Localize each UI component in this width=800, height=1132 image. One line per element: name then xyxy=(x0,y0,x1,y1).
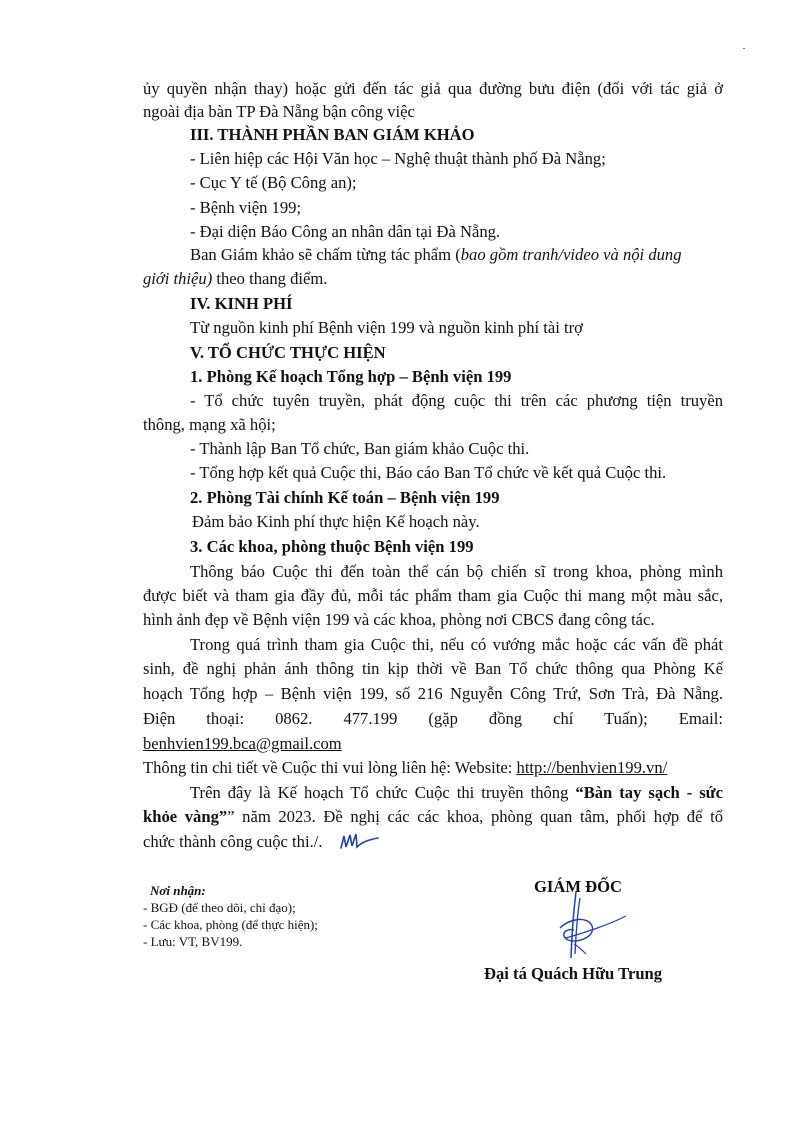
subsection-2-line-1: Đảm bảo Kinh phí thực hiện Kế hoạch này. xyxy=(192,512,480,531)
website-line xyxy=(143,757,667,779)
closing-line-3 xyxy=(143,831,323,853)
subsection-3-line-1: Thông báo Cuộc thi đến toàn thể cán bộ chiến sĩ trong khoa, phòng mình xyxy=(190,562,723,581)
scan-speck xyxy=(743,48,745,49)
subsection-1-line-2: thông, mạng xã hội; xyxy=(143,415,276,434)
jury-description-line-2 xyxy=(143,268,327,290)
jury-item-2: - Cục Y tế (Bộ Công an); xyxy=(190,173,357,192)
jury-description-italic-2: giới thiệu) xyxy=(143,269,213,288)
subsection-3-line-2: được biết và tham gia đầy đủ, mỗi tác phẩm tham gia Cuộc thi mang một màu sắc, xyxy=(143,586,723,605)
contact-line-2: sinh, đề nghị phản ánh thông tin kịp thời về Ban Tổ chức thông qua Phòng Kế xyxy=(143,659,723,678)
jury-description-line-1 xyxy=(190,244,682,266)
campaign-name-part-1: “Bàn tay sạch - sức xyxy=(575,783,723,802)
recipient-item-2: - Các khoa, phòng (để thực hiện); xyxy=(143,917,318,932)
jury-item-3: - Bệnh viện 199; xyxy=(190,198,302,217)
website-label: Thông tin chi tiết về Cuộc thi vui lòng liên hệ: Website: xyxy=(143,758,517,777)
jury-item-4: - Đại diện Báo Công an nhân dân tại Đà Nẵng. xyxy=(190,222,501,241)
contact-line-4: Điện thoại: 0862. 477.199 (gặp đồng chí Tuấn); Email: xyxy=(143,709,723,728)
signatory-name: Đại tá Quách Hữu Trung xyxy=(484,964,663,983)
paragraph-continuation-line-2: ngoài địa bàn TP Đà Nẵng bận công việc xyxy=(143,102,415,121)
closing-text: Trên đây là Kế hoạch Tổ chức Cuộc thi truyền thông xyxy=(190,783,576,802)
contact-line-3: hoạch Tổng hợp – Bệnh viện 199, số 216 Nguyễn Công Trứ, Sơn Trà, Đà Nẵng. xyxy=(143,684,723,703)
closing-line-1 xyxy=(190,782,723,804)
closing-text-3: chức thành công cuộc thi./. xyxy=(143,832,323,851)
paragraph-continuation-line-1: ủy quyền nhận thay) hoặc gửi đến tác giả qua đường bưu điện (đối với tác giả ở xyxy=(143,79,723,98)
section-5-heading: V. TỔ CHỨC THỰC HIỆN xyxy=(190,343,386,362)
recipient-item-3: - Lưu: VT, BV199. xyxy=(143,934,243,949)
recipients-heading: Nơi nhận: xyxy=(150,883,206,898)
closing-line-2 xyxy=(143,806,723,828)
funding-text: Từ nguồn kinh phí Bệnh viện 199 và nguồn kinh phí tài trợ xyxy=(190,318,583,337)
jury-item-1: - Liên hiệp các Hội Văn học – Nghệ thuật thành phố Đà Nẵng; xyxy=(190,149,606,168)
recipient-item-1: - BGĐ (để theo dõi, chỉ đạo); xyxy=(143,900,296,915)
subsection-1-line-4: - Tổng hợp kết quả Cuộc thi, Báo cáo Ban Tổ chức về kết quả Cuộc thi. xyxy=(190,463,667,482)
section-3-heading: III. THÀNH PHẦN BAN GIÁM KHẢO xyxy=(190,125,475,144)
jury-description-italic: bao gồm tranh/video và nội dung xyxy=(460,245,682,264)
campaign-name-part-2: khỏe vàng” xyxy=(143,807,228,826)
subsection-1-line-3: - Thành lập Ban Tổ chức, Ban giám khảo Cuộc thi. xyxy=(190,439,530,458)
website-link[interactable]: http://benhvien199.vn/ xyxy=(516,758,668,777)
initials-scribble xyxy=(338,828,382,854)
email-link[interactable]: benhvien199.bca@gmail.com xyxy=(143,734,342,753)
signatory-title: GIÁM ĐỐC xyxy=(534,877,623,896)
subsection-2-heading: 2. Phòng Tài chính Kế toán – Bệnh viện 199 xyxy=(190,488,500,507)
subsection-1-heading: 1. Phòng Kế hoạch Tổng hợp – Bệnh viện 199 xyxy=(190,367,512,386)
jury-description-text: Ban Giám khảo sẽ chấm từng tác phẩm ( xyxy=(190,245,461,264)
subsection-1-line-1: - Tổ chức tuyên truyền, phát động cuộc thi trên các phương tiện truyền xyxy=(190,391,723,410)
closing-text-2: ” năm 2023. Đề nghị các các khoa, phòng quan tâm, phối hợp để tổ xyxy=(227,807,723,826)
jury-description-end: theo thang điểm. xyxy=(212,269,328,288)
subsection-3-heading: 3. Các khoa, phòng thuộc Bệnh viện 199 xyxy=(190,537,474,556)
subsection-3-line-3: hình ảnh đẹp về Bệnh viện 199 và các khoa, phòng nơi CBCS đang công tác. xyxy=(143,610,655,629)
contact-line-1: Trong quá trình tham gia Cuộc thi, nếu có vướng mắc hoặc các vấn đề phát xyxy=(190,635,723,654)
section-4-heading: IV. KINH PHÍ xyxy=(190,294,293,313)
handwritten-signature xyxy=(530,888,650,968)
